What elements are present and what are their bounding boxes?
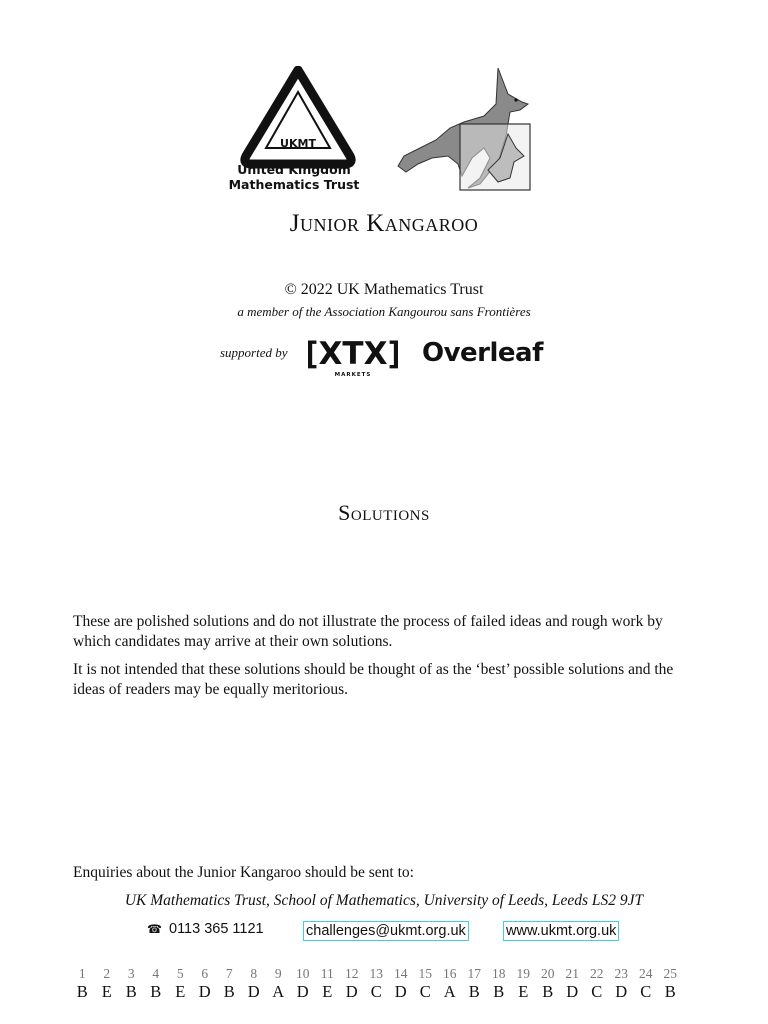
answer-letter: C <box>370 982 382 1001</box>
overleaf-logo-text: Overleaf <box>422 338 543 368</box>
answer-letter: C <box>419 982 431 1001</box>
answer-letter: B <box>664 982 676 1001</box>
answer-item <box>560 966 585 1002</box>
answer-item <box>144 966 169 1002</box>
copyright-line: © 2022 UK Mathematics Trust <box>284 281 484 298</box>
question-number: 24 <box>639 966 653 981</box>
question-number: 6 <box>201 966 209 981</box>
answer-letter: B <box>493 982 505 1001</box>
answer-item <box>511 966 536 1002</box>
answer-letter: D <box>198 982 211 1001</box>
ukmt-name-line1: United Kingdom <box>237 162 351 177</box>
question-number: 1 <box>78 966 86 981</box>
answer-letter: B <box>150 982 162 1001</box>
question-number: 13 <box>369 966 383 981</box>
email-link[interactable]: challenges@ukmt.org.uk <box>303 921 469 941</box>
answer-letter: D <box>247 982 260 1001</box>
question-number: 16 <box>443 966 457 981</box>
ukmt-name-line2: Mathematics Trust <box>228 177 360 192</box>
answer-key <box>70 966 690 1002</box>
answer-letter: C <box>591 982 603 1001</box>
answer-letter: D <box>566 982 579 1001</box>
answer-letter: D <box>296 982 309 1001</box>
answer-letter: B <box>76 982 88 1001</box>
question-number: 25 <box>663 966 677 981</box>
website-link[interactable]: www.ukmt.org.uk <box>503 921 619 941</box>
answer-letter: E <box>322 982 333 1001</box>
answer-item <box>70 966 95 1002</box>
answer-item <box>291 966 316 1002</box>
xtx-logo-text: [XTX] <box>308 336 398 372</box>
answer-item <box>95 966 120 1002</box>
question-number: 15 <box>418 966 432 981</box>
address-line: UK Mathematics Trust, School of Mathematics, University of Leeds, Leeds LS2 9JT <box>124 892 644 909</box>
answer-item <box>438 966 463 1002</box>
phone-number: 0113 365 1121 <box>169 921 264 937</box>
question-number: 20 <box>541 966 555 981</box>
answer-item <box>585 966 610 1002</box>
answer-item <box>315 966 340 1002</box>
supported-by-label: supported by <box>220 345 288 360</box>
question-number: 3 <box>127 966 135 981</box>
question-number: 19 <box>516 966 530 981</box>
answer-letter: D <box>394 982 407 1001</box>
overleaf-logo <box>420 330 552 370</box>
answer-letter: E <box>518 982 529 1001</box>
answer-letter: C <box>640 982 652 1001</box>
answer-item <box>413 966 438 1002</box>
section-title: Solutions <box>338 500 430 525</box>
answer-letter: A <box>272 982 285 1001</box>
answer-item <box>536 966 561 1002</box>
answer-item <box>119 966 144 1002</box>
answer-letter: B <box>125 982 137 1001</box>
kangaroo-logo <box>388 66 538 194</box>
question-number: 14 <box>394 966 408 981</box>
answer-item <box>266 966 291 1002</box>
telephone-icon: ☎ <box>147 922 162 936</box>
answer-item <box>193 966 218 1002</box>
answer-item <box>364 966 389 1002</box>
question-number: 17 <box>467 966 481 981</box>
answer-item <box>389 966 414 1002</box>
answer-letter: E <box>175 982 186 1001</box>
question-number: 2 <box>103 966 111 981</box>
question-number: 18 <box>492 966 506 981</box>
answer-item <box>340 966 365 1002</box>
answer-letter: A <box>443 982 456 1001</box>
question-number: 22 <box>590 966 604 981</box>
answer-letter: B <box>542 982 554 1001</box>
answer-letter: D <box>615 982 628 1001</box>
answer-letter: E <box>101 982 112 1001</box>
enquiries-line: Enquiries about the Junior Kangaroo should be sent to: <box>73 864 414 881</box>
answer-item <box>462 966 487 1002</box>
page-title: Junior Kangaroo <box>289 210 479 237</box>
answer-letter: B <box>468 982 480 1001</box>
answer-item <box>168 966 193 1002</box>
xtx-markets-logo <box>308 334 398 378</box>
answer-item <box>487 966 512 1002</box>
question-number: 8 <box>250 966 258 981</box>
question-number: 4 <box>152 966 160 981</box>
question-number: 11 <box>320 966 334 981</box>
answer-letter: B <box>223 982 235 1001</box>
question-number: 5 <box>176 966 184 981</box>
question-number: 7 <box>225 966 233 981</box>
phone-contact <box>147 921 264 937</box>
question-number: 21 <box>565 966 579 981</box>
question-number: 23 <box>614 966 628 981</box>
ukmt-org-name <box>214 162 374 192</box>
answer-item <box>217 966 242 1002</box>
answer-item <box>634 966 659 1002</box>
question-number: 10 <box>296 966 310 981</box>
intro-paragraph-1: These are polished solutions and do not illustrate the process of failed ideas and rough work by which candidates may arrive at their own solutions. <box>73 613 663 650</box>
question-number: 9 <box>274 966 282 981</box>
answer-letter: D <box>345 982 358 1001</box>
member-line: a member of the Association Kangourou sans Frontières <box>237 304 531 319</box>
answer-item <box>242 966 267 1002</box>
answer-item <box>609 966 634 1002</box>
ukmt-badge-text: UKMT <box>280 137 316 150</box>
answer-item <box>658 966 683 1002</box>
question-number: 12 <box>345 966 359 981</box>
intro-paragraph-2: It is not intended that these solutions should be thought of as the ‘best’ possible solutions and the ideas of readers may be equally meritorious. <box>73 661 674 698</box>
xtx-sub-text: MARKETS <box>334 372 372 378</box>
